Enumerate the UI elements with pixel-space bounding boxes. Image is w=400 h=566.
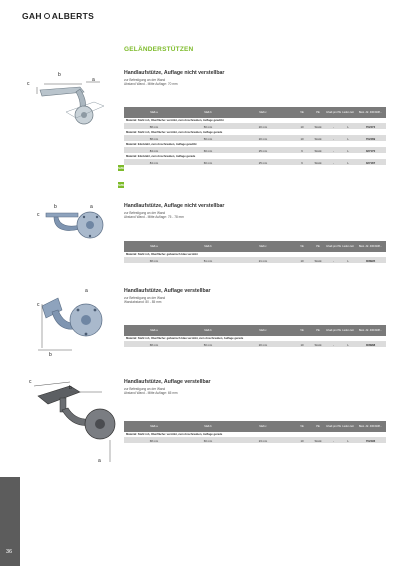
material-row: Material: Stahl roh, Oberfläche: verzinkt, zum Anschrauben, Auflage gerade — [124, 432, 386, 438]
col-header: Liefer-zeit — [342, 110, 354, 114]
product-description — [124, 211, 386, 220]
cell-c: 20 mm — [258, 136, 268, 141]
cell-pe: Stück — [314, 438, 322, 443]
cell-article-number: 702472 — [365, 124, 376, 129]
cell-inhalt: - — [333, 148, 334, 153]
desc-line: zur Befestigung an der Wand — [124, 386, 166, 391]
col-header: Best.-Nr. 4004338... — [358, 328, 383, 332]
col-header: Best.-Nr. 4004338... — [358, 110, 383, 114]
cell-c: 20 mm — [258, 124, 268, 129]
cell-c: 25 mm — [258, 160, 268, 165]
cell-a: 58 mm — [149, 124, 159, 129]
col-header: Liefer-zeit — [342, 244, 354, 248]
table-header — [124, 107, 386, 118]
cell-article-number: 308988 — [365, 342, 376, 347]
col-header: Maß b — [204, 110, 212, 114]
table-header — [124, 241, 386, 252]
col-header: Maß b — [204, 424, 212, 428]
col-header: Best.-Nr. 4004338... — [358, 424, 383, 428]
product-title: Handlaufstütze, Auflage verstellbar — [124, 379, 211, 385]
cell-c: 20 mm — [258, 342, 268, 347]
product-title: Handlaufstütze, Auflage nicht verstellbar — [124, 203, 225, 209]
product-table-1 — [124, 107, 386, 166]
material-row: Material: Edelstahl, zum Anschrauben, Auflage gerade — [124, 154, 386, 160]
brand-ring-icon — [44, 13, 50, 19]
cell-pe: Stück — [314, 124, 322, 129]
cell-article-number: 702489 — [365, 136, 376, 141]
material-row: Material: Edelstahl, zum Anschrauben, Auflage gewölbt — [124, 142, 386, 148]
cell-lieferzeit: L — [347, 438, 349, 443]
col-header: VE — [300, 244, 304, 248]
desc-line: Abstand Wand - Mitte Auflage: 70 mm — [124, 81, 178, 86]
dim-label-c: c — [27, 81, 30, 87]
product-2 — [124, 203, 386, 219]
page-number: 36 — [6, 549, 13, 555]
col-header: Maß b — [204, 328, 212, 332]
cell-inhalt: - — [333, 136, 334, 141]
col-header: Maß a — [150, 244, 158, 248]
cell-ve: 10 — [300, 136, 304, 141]
dim-label-b: b — [58, 72, 61, 78]
product-table-3 — [124, 325, 386, 348]
desc-line: zur Befestigung an der Wand — [124, 77, 166, 82]
col-header: Maß b — [204, 244, 212, 248]
dim-label-c: c — [37, 302, 40, 308]
product-1 — [124, 70, 386, 86]
product-description — [124, 387, 386, 396]
cell-inhalt: - — [333, 160, 334, 165]
cell-b: 51 mm — [203, 258, 213, 263]
col-header: PE — [316, 424, 320, 428]
table-header — [124, 421, 386, 432]
cell-lieferzeit: L — [347, 148, 349, 153]
nhw-badge: NHW — [118, 183, 124, 187]
brand-logo — [22, 11, 94, 21]
desc-line: Wandabstand: 80 - 85 mm — [124, 299, 162, 304]
handrail-bracket-icon — [36, 288, 112, 360]
cell-ve: 10 — [300, 258, 304, 263]
cell-pe: Stück — [314, 148, 322, 153]
cell-ve: 10 — [300, 124, 304, 129]
cell-article-number: 327170 — [365, 148, 376, 153]
material-row: Material: Stahl roh, Oberfläche: galvanisch blau verzinkt — [124, 252, 386, 258]
cell-article-number: 327187 — [365, 160, 376, 165]
cell-a: 68 mm — [149, 438, 159, 443]
cell-inhalt: - — [333, 258, 334, 263]
desc-line: Abstand Wand - Mitte Auflage: 75 - 78 mm — [124, 214, 184, 219]
col-header: Maß a — [150, 328, 158, 332]
cell-lieferzeit: L — [347, 258, 349, 263]
dim-label-c: c — [37, 212, 40, 218]
cell-ve: 10 — [300, 438, 304, 443]
material-row: Material: Stahl roh, Oberfläche: verzinkt, zum Anschrauben, Auflage gerade — [124, 130, 386, 136]
cell-article-number: 308995 — [365, 258, 376, 263]
cell-a: 68 mm — [149, 342, 159, 347]
product-description — [124, 78, 386, 87]
dim-label-c: c — [29, 379, 32, 385]
col-header: Inhalt pro PE — [326, 424, 341, 428]
section-title: GELÄNDERSTÜTZEN — [124, 46, 194, 53]
cell-lieferzeit: L — [347, 136, 349, 141]
col-header: PE — [316, 244, 320, 248]
col-header: VE — [300, 110, 304, 114]
dim-label-a: a — [90, 204, 93, 210]
dim-label-b: b — [69, 385, 72, 391]
cell-pe: Stück — [314, 136, 322, 141]
product-4 — [124, 379, 386, 395]
col-header: Inhalt pro PE — [326, 244, 341, 248]
material-row: Material: Stahl roh, Oberfläche: verzinkt, zum Anschrauben, Auflage gewölbt — [124, 118, 386, 124]
dim-label-b: b — [54, 204, 57, 210]
cell-inhalt: - — [333, 342, 334, 347]
handrail-bracket-icon — [34, 72, 114, 132]
cell-b: 60 mm — [203, 148, 213, 153]
product-image-1 — [34, 72, 114, 132]
col-header: Maß c — [259, 244, 267, 248]
cell-a: 68 mm — [149, 258, 159, 263]
col-header: Maß c — [259, 328, 267, 332]
product-title: Handlaufstütze, Auflage verstellbar — [124, 288, 211, 294]
product-table-4 — [124, 421, 386, 444]
cell-inhalt: - — [333, 438, 334, 443]
col-header: Liefer-zeit — [342, 424, 354, 428]
table-row — [124, 438, 386, 444]
table-row — [124, 160, 386, 166]
cell-pe: Stück — [314, 160, 322, 165]
cell-c: 21 mm — [258, 258, 268, 263]
cell-article-number: 702496 — [365, 438, 376, 443]
table-header — [124, 325, 386, 336]
col-header: Inhalt pro PE — [326, 328, 341, 332]
material-row: Material: Stahl roh, Oberfläche: galvanisch blau verzinkt, zum Anschrauben, Auflage gerade — [124, 336, 386, 342]
cell-pe: Stück — [314, 342, 322, 347]
col-header: Maß c — [259, 110, 267, 114]
cell-a: 84 mm — [149, 160, 159, 165]
cell-b: 60 mm — [203, 438, 213, 443]
cell-ve: 10 — [300, 342, 304, 347]
dim-label-a: a — [85, 288, 88, 294]
col-header: Best.-Nr. 4004338... — [358, 244, 383, 248]
dim-label-b: b — [49, 352, 52, 358]
desc-line: zur Befestigung an der Wand — [124, 210, 166, 215]
handrail-bracket-icon — [34, 203, 114, 253]
col-header: Maß a — [150, 110, 158, 114]
col-header: VE — [300, 424, 304, 428]
desc-line: Abstand Wand - Mitte Auflage: 65 mm — [124, 390, 178, 395]
table-row — [124, 258, 386, 264]
cell-pe: Stück — [314, 258, 322, 263]
product-image-3 — [36, 288, 112, 360]
dim-label-a: a — [98, 458, 101, 464]
handrail-bracket-icon — [30, 378, 118, 468]
cell-ve: 6 — [301, 160, 303, 165]
col-header: Inhalt pro PE — [326, 110, 341, 114]
cell-b: 50 mm — [203, 342, 213, 347]
product-image-4 — [30, 378, 118, 468]
col-header: PE — [316, 328, 320, 332]
cell-lieferzeit: L — [347, 342, 349, 347]
cell-inhalt: - — [333, 124, 334, 129]
cell-c: 25 mm — [258, 148, 268, 153]
brand-name-left: GAH — [22, 11, 42, 21]
product-3 — [124, 288, 386, 304]
cell-b: 50 mm — [203, 136, 213, 141]
brand-name-right: ALBERTS — [51, 11, 95, 21]
cell-lieferzeit: L — [347, 160, 349, 165]
cell-a: 84 mm — [149, 148, 159, 153]
cell-a: 58 mm — [149, 136, 159, 141]
desc-line: zur Befestigung an der Wand — [124, 295, 166, 300]
table-row — [124, 342, 386, 348]
cell-b: 60 mm — [203, 160, 213, 165]
col-header: Maß c — [259, 424, 267, 428]
cell-c: 23 mm — [258, 438, 268, 443]
product-description — [124, 296, 386, 305]
cell-lieferzeit: L — [347, 124, 349, 129]
col-header: VE — [300, 328, 304, 332]
cell-b: 50 mm — [203, 124, 213, 129]
col-header: Maß a — [150, 424, 158, 428]
col-header: Liefer-zeit — [342, 328, 354, 332]
product-table-2 — [124, 241, 386, 264]
dim-label-a: a — [92, 77, 95, 83]
col-header: PE — [316, 110, 320, 114]
cell-ve: 6 — [301, 148, 303, 153]
nhw-badge: NHW — [118, 166, 124, 170]
product-image-2 — [34, 203, 114, 253]
product-title: Handlaufstütze, Auflage nicht verstellbar — [124, 70, 225, 76]
